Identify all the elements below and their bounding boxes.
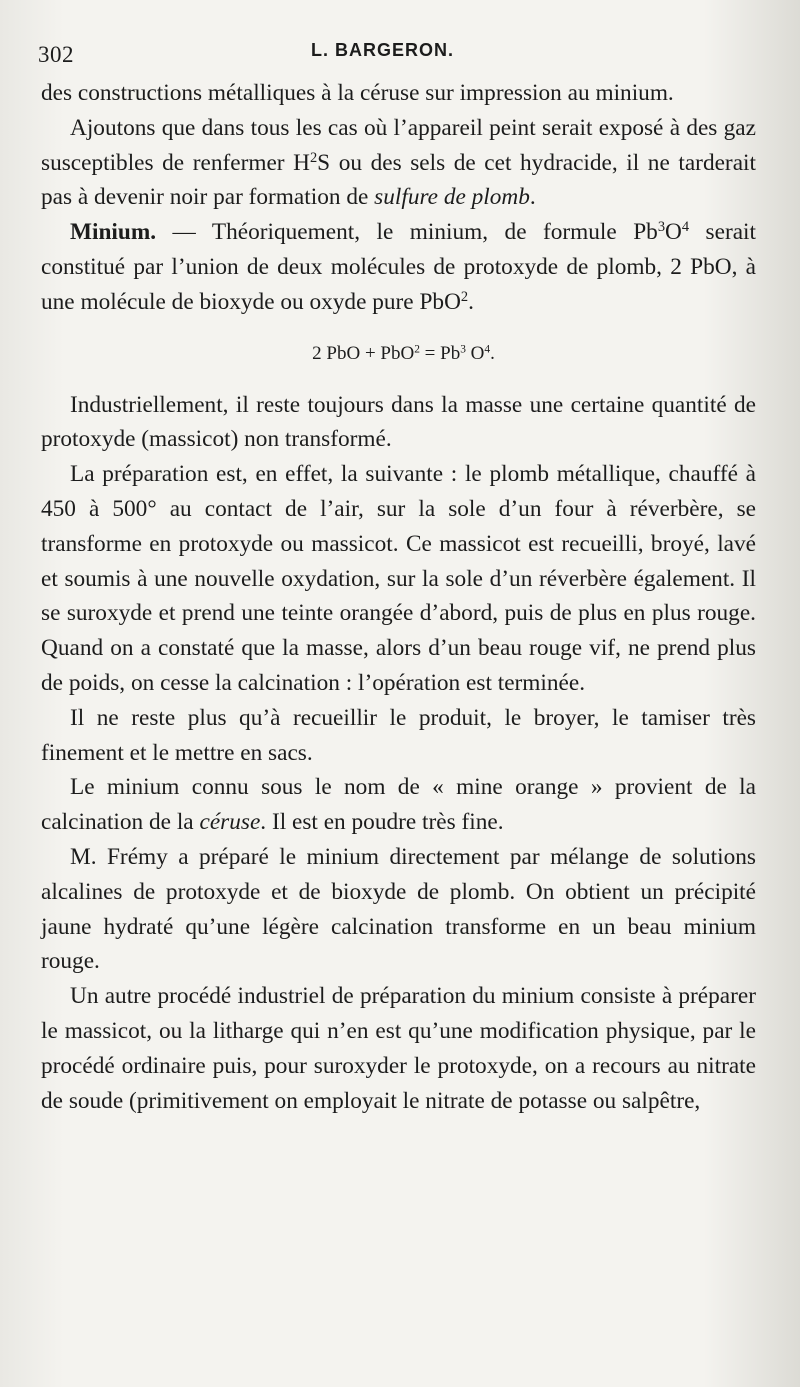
paragraph-finishing: Il ne reste plus qu’à recueillir le produit, le broyer, le tamiser très finement et le mettre en sacs. xyxy=(41,704,756,766)
paragraph-preparation: La préparation est, en effet, la suivante : le plomb métallique, chauffé à 450 à 500° au contact de l’air, sur la sole d’un four à réverbère, se transforme en protoxyde ou massicot. Ce massicot est recueilli, broyé, lavé et soumis à une nouvelle oxydation, sur la sole d’un réverbère également. Il se suroxyde et prend une teinte orangée d’abord, puis de plus en plus rouge. Quand on a constaté que la masse, alors d’un beau rouge vif, ne prend plus de poids, on cesse la calcination : l’opération est terminée. xyxy=(41,461,756,696)
paragraph-other-process: Un autre procédé industriel de préparation du minium consiste à préparer le massicot, ou la litharge qui n’en est qu’une modification physique, par le procédé ordinaire puis, pour suroxyder le protoxyde, on a recours au nitrate de soude (primitivement on employait le nitrate de potasse ou salpêtre, xyxy=(41,983,756,1114)
running-head: L. BARGERON. xyxy=(311,40,455,60)
italic-term: céruse xyxy=(199,809,261,836)
italic-term: sulfure de plomb xyxy=(374,184,530,211)
paragraph-continuation: des constructions métalliques à la céruse sur impression au minium. xyxy=(41,80,674,106)
body-text xyxy=(41,76,756,1118)
paragraph-mine-orange: Le minium connu sous le nom de « mine orange » provient de la calcination de la céruse. Il est en poudre très fine. xyxy=(41,774,756,836)
paragraph-minium: Minium. — Théoriquement, le minium, de formule $Pb^3O^4$ serait constitué par l’union de deux molécules de protoxyde de plomb, 2 PbO, à une molécule de bioxyde ou oxyde pure PbO$^2$. xyxy=(41,219,756,315)
section-heading-minium: Minium. xyxy=(70,219,157,246)
page-number: 302 xyxy=(38,42,74,67)
paragraph-fremy: M. Frémy a préparé le minium directement par mélange de solutions alcalines de protoxyde et de bioxyde de plomb. On obtient un précipité jaune hydraté qu’une légère calcination transforme en un beau minium rouge. xyxy=(41,843,756,975)
paragraph-industrial: Industriellement, il reste toujours dans la masse une certaine quantité de protoxyde (massicot) non transformé. xyxy=(41,391,756,453)
page-header xyxy=(38,34,756,76)
chemical-formula: 2 PbO + $PbO^2 = Pb^3$ $O^4$. xyxy=(312,342,495,364)
paragraph-h2s: Ajoutons que dans tous les cas où l’appareil peint serait exposé à des gaz susceptibles de renfermer $H^2S$ ou des sels de cet hydracide, il ne tarderait pas à devenir noir par formation de sulfure de plomb. xyxy=(41,114,756,211)
